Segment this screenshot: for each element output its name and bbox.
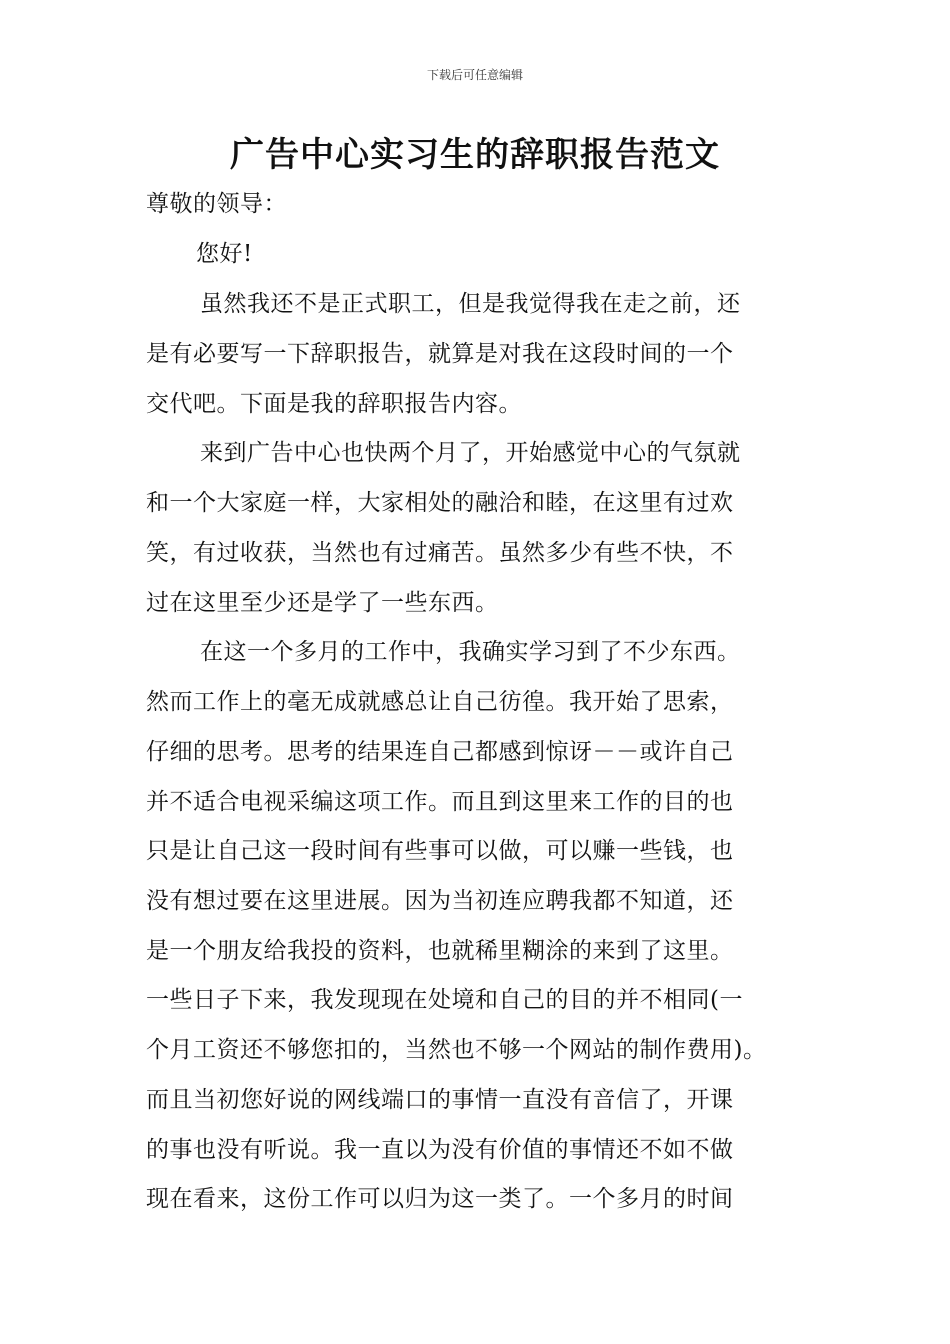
body-line: 只是让自己这一段时间有些事可以做，可以赚一些钱，也 <box>146 838 734 864</box>
body-line: 和一个大家庭一样，大家相处的融洽和睦，在这里有过欢 <box>146 490 734 516</box>
body-line: 没有想过要在这里进展。因为当初连应聘我都不知道，还 <box>146 888 734 914</box>
document-title: 广告中心实习生的辞职报告范文 <box>230 135 720 175</box>
body-line: 交代吧。下面是我的辞职报告内容。 <box>146 391 522 417</box>
body-line: 仔细的思考。思考的结果连自己都感到惊讶－－或许自己 <box>146 739 734 765</box>
body-line: 虽然我还不是正式职工，但是我觉得我在走之前，还 <box>200 291 741 317</box>
body-line: 过在这里至少还是学了一些东西。 <box>146 590 499 616</box>
body-line: 在这一个多月的工作中，我确实学习到了不少东西。 <box>200 639 741 665</box>
body-line: 然而工作上的毫无成就感总让自己彷徨。我开始了思索， <box>146 689 734 715</box>
body-line: 是一个朋友给我投的资料，也就稀里糊涂的来到了这里。 <box>146 938 734 964</box>
page-header-note: 下载后可任意编辑 <box>426 68 523 82</box>
body-line: 而且当初您好说的网线端口的事情一直没有音信了，开课 <box>146 1087 734 1113</box>
body-line: 并不适合电视采编这项工作。而且到这里来工作的目的也 <box>146 789 734 815</box>
body-line: 来到广告中心也快两个月了，开始感觉中心的气氛就 <box>200 440 741 466</box>
body-line: 是有必要写一下辞职报告，就算是对我在这段时间的一个 <box>146 341 734 367</box>
salutation: 尊敬的领导： <box>146 191 287 217</box>
body-line: 现在看来，这份工作可以归为这一类了。一个多月的时间 <box>146 1186 734 1212</box>
greeting: 您好! <box>196 241 253 267</box>
body-line: 笑，有过收获，当然也有过痛苦。虽然多少有些不快，不 <box>146 540 734 566</box>
body-line: 一些日子下来，我发现现在处境和自己的目的并不相同(一 <box>146 987 743 1013</box>
body-line: 的事也没有听说。我一直以为没有价值的事情还不如不做 <box>146 1137 734 1163</box>
body-line: 个月工资还不够您扣的，当然也不够一个网站的制作费用)。 <box>146 1037 767 1063</box>
